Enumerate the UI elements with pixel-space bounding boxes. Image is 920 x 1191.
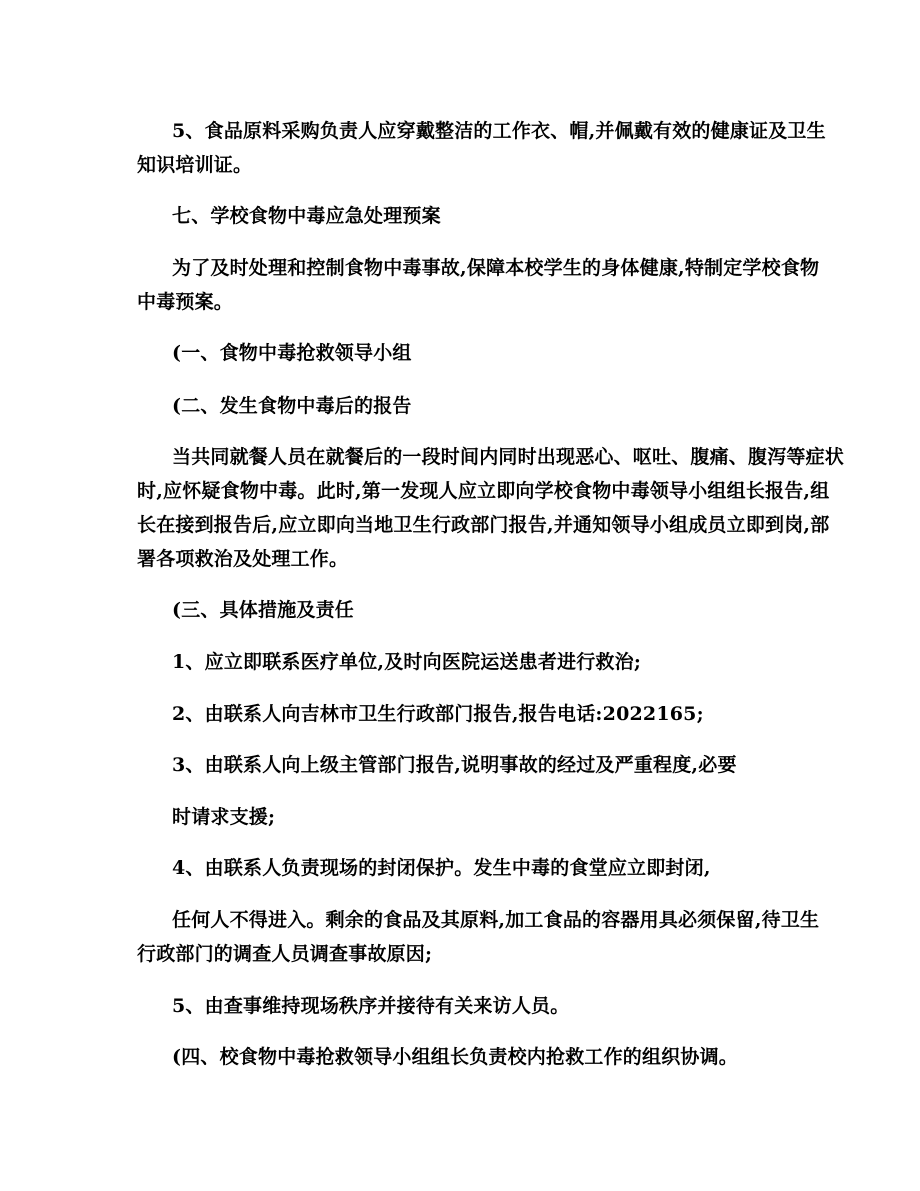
subsection-heading: (四、校食物中毒抢救领导小组组长负责校内抢救工作的组织协调。 [172,1046,738,1068]
paragraph-line: 为了及时处理和控制食物中毒事故,保障本校学生的身体健康,特制定学校食物 [172,257,820,279]
paragraph-line: 5、食品原料采购负责人应穿戴整洁的工作衣、帽,并佩戴有效的健康证及卫生 [172,120,826,142]
section-heading: 七、学校食物中毒应急处理预案 [172,205,441,227]
list-item-continuation: 任何人不得进入。剩余的食品及其原料,加工食品的容器用具必须保留,待卫生 [172,909,820,931]
paragraph-line: 时,应怀疑食物中毒。此时,第一发现人应立即向学校食物中毒领导小组组长报告,组 [137,480,830,502]
list-item: 4、由联系人负责现场的封闭保护。发生中毒的食堂应立即封闭, [172,857,711,879]
list-item: 1、应立即联系医疗单位,及时向医院运送患者进行救治; [172,651,642,673]
list-item-continuation: 时请求支援; [172,806,276,828]
list-item: 2、由联系人向吉林市卫生行政部门报告,报告电话:2022165; [172,703,704,725]
subsection-heading: (二、发生食物中毒后的报告 [172,395,412,417]
paragraph-line: 署各项救治及处理工作。 [137,548,349,570]
paragraph-line: 当共同就餐人员在就餐后的一段时间内同时出现恶心、呕吐、腹痛、腹泻等症状 [172,446,845,468]
list-item-continuation: 行政部门的调查人员调查事故原因; [137,943,433,965]
subsection-heading: (一、食物中毒抢救领导小组 [172,342,412,364]
list-item: 3、由联系人向上级主管部门报告,说明事故的经过及严重程度,必要 [172,754,737,776]
paragraph-line: 知识培训证。 [137,154,253,176]
paragraph-line: 长在接到报告后,应立即向当地卫生行政部门报告,并通知领导小组成员立即到岗,部 [137,514,830,536]
list-item: 5、由查事维持现场秩序并接待有关来访人员。 [172,995,570,1017]
subsection-heading: (三、具体措施及责任 [172,599,354,621]
paragraph-line: 中毒预案。 [137,291,234,313]
